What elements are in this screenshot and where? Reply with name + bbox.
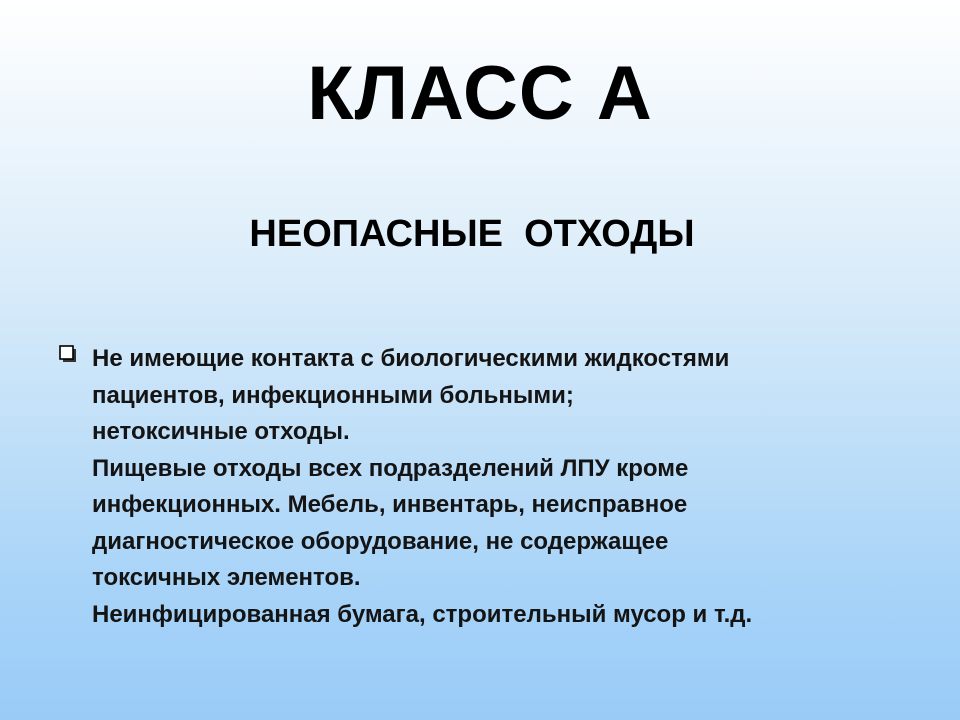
bullet-item — [58, 341, 938, 633]
bullet-line: диагностическое оборудование, не содержащее — [92, 527, 669, 555]
bullet-line: токсичных элементов. — [92, 564, 361, 591]
slide-title: КЛАСС А — [307, 51, 653, 136]
bullet-line: Пищевые отходы всех подразделений ЛПУ кроме — [92, 454, 689, 482]
bullet-line: инфекционных. Мебель, инвентарь, неисправное — [92, 491, 688, 518]
slide-subtitle: НЕОПАСНЫЕ ОТХОДЫ — [249, 213, 695, 255]
bullet-text — [92, 341, 938, 633]
bullet-line: нетоксичные отходы. — [92, 418, 350, 445]
checkbox-icon — [59, 345, 77, 363]
bullet-line: Неинфицированная бумага, строительный мусор и т.д. — [92, 600, 753, 628]
bullet-line: пациентов, инфекционными больными; — [92, 381, 574, 409]
bullet-line: Не имеющие контакта с биологическими жидкостями — [92, 345, 730, 372]
